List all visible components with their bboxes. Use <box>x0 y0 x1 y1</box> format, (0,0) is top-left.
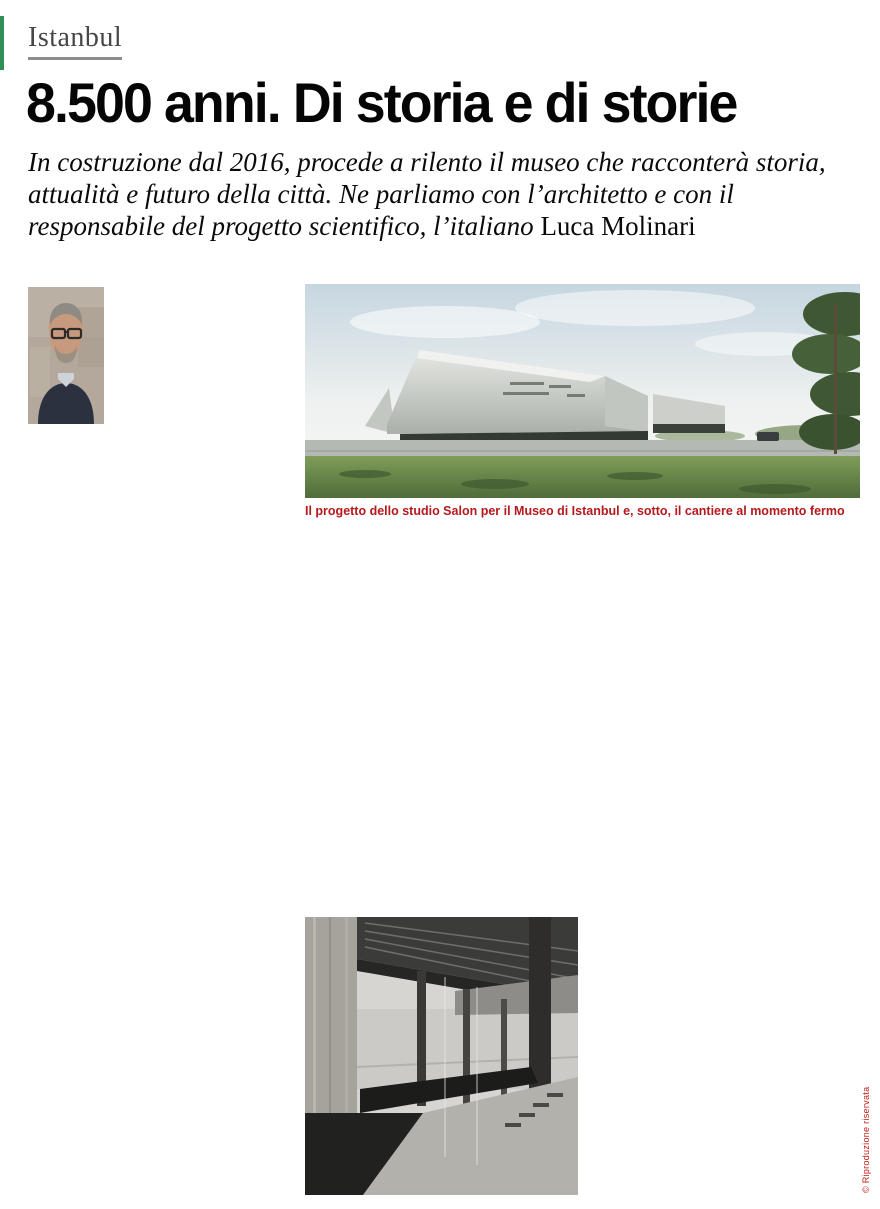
museum-rendering-illustration <box>305 284 860 498</box>
article-standfirst <box>28 146 828 242</box>
body-paragraph: In costruzione dal 2016, procede a rilento il museo che racconterà storia, attualità e futuro della città. Ne parliamo con l’architetto e con il responsabile del progetto scientifico, l’italiano Luca Molinari <box>28 147 826 241</box>
copyright-vertical-text: © Riproduzione riservata <box>861 1086 871 1193</box>
article-headline: 8.500 anni. Di storia e di storie <box>26 71 737 134</box>
page-edge-green-mark <box>0 16 4 70</box>
body-column-3 <box>589 542 860 1196</box>
photo-caption: Il progetto dello studio Salon per il Museo di Istanbul e, sotto, il cantiere al momento fermo <box>305 504 845 518</box>
body-column-2 <box>305 542 573 910</box>
section-kicker: Istanbul <box>28 22 122 60</box>
construction-site-illustration <box>305 917 578 1195</box>
museum-rendering-photo <box>305 284 860 498</box>
luca-molinari-photo <box>28 287 104 424</box>
body-column-1 <box>28 284 296 1198</box>
portrait-illustration <box>28 287 104 424</box>
construction-site-photo <box>305 917 578 1195</box>
